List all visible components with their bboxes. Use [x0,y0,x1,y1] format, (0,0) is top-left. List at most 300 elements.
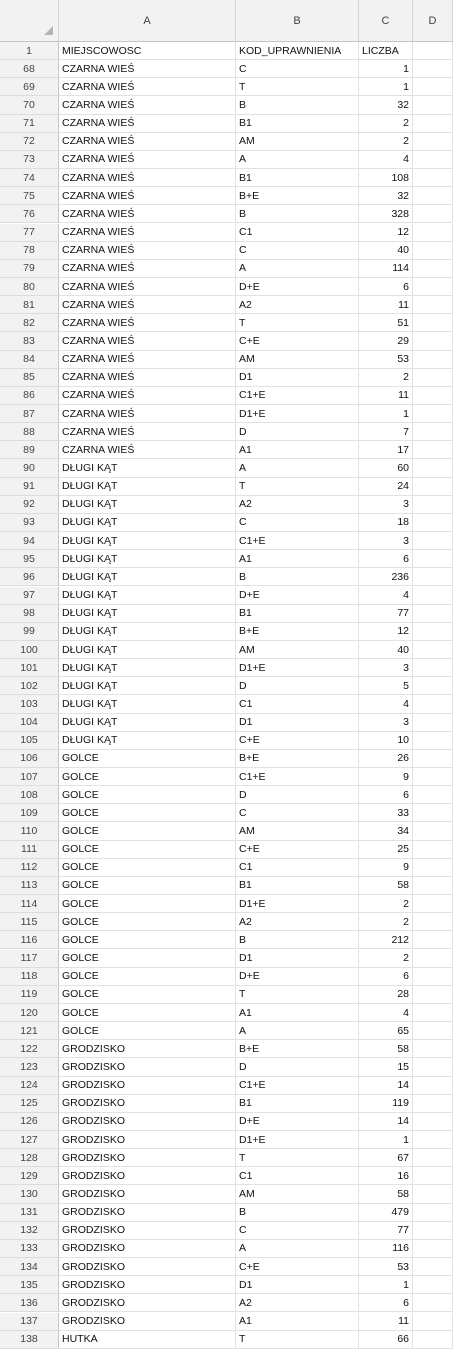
cell-kod-uprawnienia[interactable]: A [236,459,359,477]
cell-empty[interactable] [413,695,453,713]
cell-liczba[interactable]: 67 [359,1149,413,1167]
cell-empty[interactable] [413,1022,453,1040]
cell-liczba[interactable]: 65 [359,1022,413,1040]
cell-liczba[interactable]: 1 [359,1131,413,1149]
cell-miejscowosc[interactable]: GOLCE [59,931,236,949]
cell-kod-uprawnienia[interactable]: T [236,986,359,1004]
row-number[interactable]: 108 [0,786,59,804]
cell-liczba[interactable]: 9 [359,859,413,877]
cell-empty[interactable] [413,332,453,350]
row-number[interactable]: 130 [0,1185,59,1203]
cell-empty[interactable] [413,605,453,623]
row-number[interactable]: 105 [0,732,59,750]
cell-kod-uprawnienia[interactable]: D1+E [236,895,359,913]
row-number[interactable]: 95 [0,550,59,568]
cell-kod-uprawnienia[interactable]: C [236,804,359,822]
cell-empty[interactable] [413,187,453,205]
cell-empty[interactable] [413,514,453,532]
cell-liczba[interactable]: 4 [359,151,413,169]
cell-miejscowosc[interactable]: GRODZISKO [59,1294,236,1312]
cell-liczba[interactable]: 6 [359,278,413,296]
cell-empty[interactable] [413,133,453,151]
cell-miejscowosc[interactable]: GRODZISKO [59,1222,236,1240]
row-number[interactable]: 126 [0,1113,59,1131]
cell-kod-uprawnienia[interactable]: AM [236,1185,359,1203]
cell-kod-uprawnienia[interactable]: A [236,1022,359,1040]
row-number[interactable]: 87 [0,405,59,423]
cell-empty[interactable] [413,1185,453,1203]
cell-kod-uprawnienia[interactable]: C+E [236,841,359,859]
cell-kod-uprawnienia[interactable]: B [236,931,359,949]
row-number[interactable]: 104 [0,714,59,732]
row-number[interactable]: 107 [0,768,59,786]
cell-liczba[interactable]: 6 [359,1294,413,1312]
cell-empty[interactable] [413,1149,453,1167]
cell-empty[interactable] [413,205,453,223]
row-number[interactable]: 92 [0,496,59,514]
row-number[interactable]: 94 [0,532,59,550]
row-number[interactable]: 113 [0,877,59,895]
cell-kod-uprawnienia[interactable]: D+E [236,587,359,605]
column-header-a[interactable]: A [59,0,236,41]
column-header-c[interactable]: C [359,0,413,41]
row-number[interactable]: 136 [0,1294,59,1312]
cell-kod-uprawnienia[interactable]: T [236,314,359,332]
cell-kod-uprawnienia[interactable]: B [236,568,359,586]
cell-miejscowosc[interactable]: CZARNA WIEŚ [59,332,236,350]
cell-liczba[interactable]: 12 [359,224,413,242]
row-number[interactable]: 76 [0,205,59,223]
cell-empty[interactable] [413,314,453,332]
cell-miejscowosc[interactable]: DŁUGI KĄT [59,677,236,695]
cell-liczba[interactable]: 114 [359,260,413,278]
cell-empty[interactable] [413,677,453,695]
row-number[interactable]: 111 [0,841,59,859]
row-number[interactable]: 128 [0,1149,59,1167]
cell-empty[interactable] [413,496,453,514]
row-number[interactable]: 100 [0,641,59,659]
cell-liczba[interactable]: 58 [359,877,413,895]
row-number[interactable]: 78 [0,242,59,260]
cell-liczba[interactable]: 236 [359,568,413,586]
cell-kod-uprawnienia[interactable]: D+E [236,968,359,986]
cell-miejscowosc[interactable]: GRODZISKO [59,1149,236,1167]
cell-miejscowosc[interactable]: DŁUGI KĄT [59,550,236,568]
cell-liczba[interactable]: 32 [359,187,413,205]
cell-miejscowosc[interactable]: DŁUGI KĄT [59,605,236,623]
cell-kod-uprawnienia[interactable]: C [236,1222,359,1240]
cell-liczba[interactable]: 14 [359,1077,413,1095]
cell-miejscowosc[interactable]: CZARNA WIEŚ [59,387,236,405]
cell-empty[interactable] [413,659,453,677]
cell-miejscowosc[interactable]: CZARNA WIEŚ [59,405,236,423]
cell-miejscowosc[interactable]: GRODZISKO [59,1095,236,1113]
cell-miejscowosc[interactable]: CZARNA WIEŚ [59,423,236,441]
cell-miejscowosc[interactable]: GOLCE [59,986,236,1004]
cell-empty[interactable] [413,96,453,114]
cell-miejscowosc[interactable]: GOLCE [59,877,236,895]
cell-kod-uprawnienia[interactable]: C1 [236,695,359,713]
cell-liczba[interactable]: 53 [359,1258,413,1276]
row-number[interactable]: 73 [0,151,59,169]
cell-liczba[interactable]: 14 [359,1113,413,1131]
cell-miejscowosc[interactable]: DŁUGI KĄT [59,732,236,750]
cell-liczba[interactable]: 11 [359,387,413,405]
cell-kod-uprawnienia[interactable]: C [236,242,359,260]
cell-kod-uprawnienia[interactable]: B1 [236,115,359,133]
cell-kod-uprawnienia[interactable]: D1+E [236,659,359,677]
cell-miejscowosc[interactable]: GRODZISKO [59,1077,236,1095]
cell-kod-uprawnienia[interactable]: C [236,60,359,78]
cell-empty[interactable] [413,1058,453,1076]
row-number[interactable]: 83 [0,332,59,350]
cell-liczba[interactable]: 16 [359,1167,413,1185]
cell-kod-uprawnienia[interactable]: B [236,1204,359,1222]
cell-miejscowosc[interactable]: GRODZISKO [59,1276,236,1294]
cell-liczba[interactable]: 9 [359,768,413,786]
cell-kod-uprawnienia[interactable]: B+E [236,187,359,205]
cell-liczba[interactable]: 1 [359,78,413,96]
cell-empty[interactable] [413,60,453,78]
cell-miejscowosc[interactable]: CZARNA WIEŚ [59,278,236,296]
cell-kod-uprawnienia[interactable]: C1+E [236,387,359,405]
cell-kod-uprawnienia[interactable]: A1 [236,1004,359,1022]
cell-empty[interactable] [413,804,453,822]
row-number[interactable]: 120 [0,1004,59,1022]
cell-miejscowosc[interactable]: GRODZISKO [59,1040,236,1058]
row-number[interactable]: 79 [0,260,59,278]
row-number[interactable]: 77 [0,224,59,242]
cell-liczba[interactable]: 3 [359,496,413,514]
cell-miejscowosc[interactable]: CZARNA WIEŚ [59,187,236,205]
cell-miejscowosc[interactable]: GOLCE [59,859,236,877]
cell-liczba[interactable]: 34 [359,822,413,840]
cell-empty[interactable] [413,950,453,968]
row-number[interactable]: 127 [0,1131,59,1149]
cell-miejscowosc[interactable]: CZARNA WIEŚ [59,296,236,314]
cell-kod-uprawnienia[interactable]: B1 [236,877,359,895]
row-number[interactable]: 69 [0,78,59,96]
row-number[interactable]: 129 [0,1167,59,1185]
cell-empty[interactable] [413,260,453,278]
cell-empty[interactable] [413,1258,453,1276]
row-number[interactable]: 124 [0,1077,59,1095]
row-number[interactable]: 81 [0,296,59,314]
cell-kod-uprawnienia[interactable]: AM [236,641,359,659]
cell-kod-uprawnienia[interactable]: D [236,1058,359,1076]
cell-liczba[interactable]: 1 [359,1276,413,1294]
cell-miejscowosc[interactable]: DŁUGI KĄT [59,459,236,477]
row-number[interactable]: 89 [0,441,59,459]
column-header-b[interactable]: B [236,0,359,41]
row-number[interactable]: 106 [0,750,59,768]
row-number[interactable]: 121 [0,1022,59,1040]
cell-kod-uprawnienia[interactable]: C1 [236,1167,359,1185]
cell-miejscowosc[interactable]: CZARNA WIEŚ [59,224,236,242]
cell-liczba[interactable]: 11 [359,1313,413,1331]
cell-liczba[interactable]: 66 [359,1331,413,1349]
cell-liczba[interactable]: 2 [359,133,413,151]
cell-kod-uprawnienia[interactable]: C+E [236,332,359,350]
cell-empty[interactable] [413,459,453,477]
cell-liczba[interactable]: 17 [359,441,413,459]
cell-miejscowosc[interactable]: DŁUGI KĄT [59,623,236,641]
cell-empty[interactable] [413,986,453,1004]
cell-liczba[interactable]: 2 [359,115,413,133]
cell-miejscowosc[interactable]: GOLCE [59,822,236,840]
cell-miejscowosc[interactable]: CZARNA WIEŚ [59,205,236,223]
cell-miejscowosc[interactable]: DŁUGI KĄT [59,714,236,732]
cell-empty[interactable] [413,351,453,369]
cell-kod-uprawnienia[interactable]: C1 [236,224,359,242]
cell-kod-header[interactable]: KOD_UPRAWNIENIA [236,42,359,60]
row-number[interactable]: 96 [0,568,59,586]
cell-miejscowosc-header[interactable]: MIEJSCOWOSC [59,42,236,60]
cell-kod-uprawnienia[interactable]: D+E [236,278,359,296]
cell-empty[interactable] [413,151,453,169]
cell-empty[interactable] [413,1113,453,1131]
cell-kod-uprawnienia[interactable]: B+E [236,623,359,641]
cell-kod-uprawnienia[interactable]: B1 [236,605,359,623]
cell-kod-uprawnienia[interactable]: T [236,1331,359,1349]
row-number[interactable]: 116 [0,931,59,949]
cell-liczba[interactable]: 25 [359,841,413,859]
row-number[interactable]: 133 [0,1240,59,1258]
cell-miejscowosc[interactable]: DŁUGI KĄT [59,568,236,586]
cell-kod-uprawnienia[interactable]: T [236,1149,359,1167]
cell-empty[interactable] [413,478,453,496]
cell-kod-uprawnienia[interactable]: A2 [236,1294,359,1312]
cell-miejscowosc[interactable]: GOLCE [59,841,236,859]
cell-kod-uprawnienia[interactable]: B1 [236,1095,359,1113]
cell-liczba[interactable]: 58 [359,1040,413,1058]
cell-empty[interactable] [413,568,453,586]
cell-miejscowosc[interactable]: GOLCE [59,750,236,768]
cell-kod-uprawnienia[interactable]: D1 [236,714,359,732]
cell-empty[interactable] [413,968,453,986]
cell-liczba[interactable]: 4 [359,695,413,713]
cell-liczba[interactable]: 4 [359,1004,413,1022]
cell-liczba[interactable]: 29 [359,332,413,350]
cell-empty[interactable] [413,224,453,242]
cell-miejscowosc[interactable]: GRODZISKO [59,1131,236,1149]
cell-miejscowosc[interactable]: CZARNA WIEŚ [59,369,236,387]
cell-liczba[interactable]: 328 [359,205,413,223]
cell-liczba[interactable]: 77 [359,605,413,623]
cell-kod-uprawnienia[interactable]: AM [236,351,359,369]
cell-empty[interactable] [413,1313,453,1331]
cell-empty[interactable] [413,822,453,840]
cell-liczba[interactable]: 40 [359,641,413,659]
cell-liczba[interactable]: 6 [359,968,413,986]
cell-kod-uprawnienia[interactable]: AM [236,133,359,151]
cell-miejscowosc[interactable]: GRODZISKO [59,1058,236,1076]
cell-liczba[interactable]: 3 [359,659,413,677]
cell-empty[interactable] [413,78,453,96]
cell-kod-uprawnienia[interactable]: A2 [236,913,359,931]
row-number[interactable]: 117 [0,950,59,968]
cell-kod-uprawnienia[interactable]: C+E [236,1258,359,1276]
cell-miejscowosc[interactable]: DŁUGI KĄT [59,659,236,677]
cell-empty[interactable] [413,768,453,786]
cell-empty[interactable] [413,423,453,441]
cell-liczba[interactable]: 7 [359,423,413,441]
row-number[interactable]: 102 [0,677,59,695]
cell-liczba[interactable]: 479 [359,1204,413,1222]
cell-miejscowosc[interactable]: GOLCE [59,804,236,822]
row-number[interactable]: 93 [0,514,59,532]
row-number[interactable]: 122 [0,1040,59,1058]
cell-empty[interactable] [413,1167,453,1185]
row-number[interactable]: 97 [0,587,59,605]
cell-liczba[interactable]: 2 [359,895,413,913]
cell-empty[interactable] [413,623,453,641]
cell-empty[interactable] [413,115,453,133]
cell-empty[interactable] [413,441,453,459]
row-number[interactable]: 90 [0,459,59,477]
cell-empty[interactable] [413,859,453,877]
cell-empty[interactable] [413,369,453,387]
cell-kod-uprawnienia[interactable]: D [236,786,359,804]
cell-kod-uprawnienia[interactable]: C [236,514,359,532]
cell-miejscowosc[interactable]: CZARNA WIEŚ [59,351,236,369]
cell-miejscowosc[interactable]: GRODZISKO [59,1113,236,1131]
cell-empty[interactable] [413,1276,453,1294]
cell-liczba[interactable]: 1 [359,60,413,78]
cell-miejscowosc[interactable]: GOLCE [59,1022,236,1040]
cell-miejscowosc[interactable]: CZARNA WIEŚ [59,169,236,187]
cell-kod-uprawnienia[interactable]: C1+E [236,1077,359,1095]
cell-kod-uprawnienia[interactable]: C1+E [236,532,359,550]
row-number[interactable]: 118 [0,968,59,986]
cell-empty[interactable] [413,931,453,949]
cell-liczba[interactable]: 2 [359,369,413,387]
cell-liczba[interactable]: 15 [359,1058,413,1076]
row-number[interactable]: 132 [0,1222,59,1240]
cell-kod-uprawnienia[interactable]: T [236,78,359,96]
row-number[interactable]: 82 [0,314,59,332]
cell-liczba[interactable]: 6 [359,550,413,568]
row-number[interactable]: 138 [0,1331,59,1349]
cell-empty[interactable] [413,913,453,931]
cell-liczba[interactable]: 51 [359,314,413,332]
row-number[interactable]: 1 [0,42,59,60]
row-number[interactable]: 119 [0,986,59,1004]
cell-empty[interactable] [413,296,453,314]
cell-miejscowosc[interactable]: CZARNA WIEŚ [59,314,236,332]
cell-liczba[interactable]: 18 [359,514,413,532]
row-number[interactable]: 101 [0,659,59,677]
cell-liczba[interactable]: 28 [359,986,413,1004]
cell-miejscowosc[interactable]: DŁUGI KĄT [59,641,236,659]
cell-miejscowosc[interactable]: CZARNA WIEŚ [59,260,236,278]
cell-liczba[interactable]: 116 [359,1240,413,1258]
cell-liczba[interactable]: 58 [359,1185,413,1203]
cell-kod-uprawnienia[interactable]: A1 [236,1313,359,1331]
cell-liczba[interactable]: 2 [359,913,413,931]
row-number[interactable]: 71 [0,115,59,133]
cell-liczba[interactable]: 3 [359,532,413,550]
cell-empty[interactable] [413,242,453,260]
cell-miejscowosc[interactable]: GOLCE [59,768,236,786]
cell-empty[interactable] [413,387,453,405]
cell-empty[interactable] [413,786,453,804]
cell-empty[interactable] [413,895,453,913]
select-all-corner[interactable] [0,0,59,41]
row-number[interactable]: 109 [0,804,59,822]
cell-miejscowosc[interactable]: GOLCE [59,913,236,931]
cell-empty[interactable] [413,532,453,550]
cell-kod-uprawnienia[interactable]: D [236,423,359,441]
cell-kod-uprawnienia[interactable]: D1 [236,1276,359,1294]
cell-miejscowosc[interactable]: GRODZISKO [59,1204,236,1222]
cell-liczba[interactable]: 32 [359,96,413,114]
cell-miejscowosc[interactable]: CZARNA WIEŚ [59,78,236,96]
row-number[interactable]: 70 [0,96,59,114]
cell-kod-uprawnienia[interactable]: A1 [236,550,359,568]
cell-kod-uprawnienia[interactable]: D+E [236,1113,359,1131]
cell-empty[interactable] [413,1204,453,1222]
cell-empty[interactable] [413,1331,453,1349]
cell-kod-uprawnienia[interactable]: B+E [236,750,359,768]
cell-liczba[interactable]: 3 [359,714,413,732]
cell-miejscowosc[interactable]: DŁUGI KĄT [59,695,236,713]
row-number[interactable]: 110 [0,822,59,840]
cell-miejscowosc[interactable]: GRODZISKO [59,1240,236,1258]
row-number[interactable]: 112 [0,859,59,877]
row-number[interactable]: 91 [0,478,59,496]
row-number[interactable]: 80 [0,278,59,296]
row-number[interactable]: 85 [0,369,59,387]
cell-empty[interactable] [413,1294,453,1312]
cell-liczba[interactable]: 60 [359,459,413,477]
row-number[interactable]: 75 [0,187,59,205]
cell-empty[interactable] [413,732,453,750]
row-number[interactable]: 135 [0,1276,59,1294]
cell-kod-uprawnienia[interactable]: A [236,151,359,169]
cell-empty[interactable] [413,641,453,659]
cell-empty[interactable] [413,841,453,859]
cell-liczba[interactable]: 212 [359,931,413,949]
cell-empty[interactable] [413,550,453,568]
cell-liczba[interactable]: 40 [359,242,413,260]
cell-liczba[interactable]: 119 [359,1095,413,1113]
cell-liczba-header[interactable]: LICZBA [359,42,413,60]
cell-kod-uprawnienia[interactable]: AM [236,822,359,840]
cell-empty[interactable] [413,1004,453,1022]
cell-miejscowosc[interactable]: GOLCE [59,968,236,986]
cell-miejscowosc[interactable]: GOLCE [59,786,236,804]
row-number[interactable]: 134 [0,1258,59,1276]
cell-kod-uprawnienia[interactable]: A [236,1240,359,1258]
cell-miejscowosc[interactable]: DŁUGI KĄT [59,587,236,605]
cell-liczba[interactable]: 1 [359,405,413,423]
cell-liczba[interactable]: 10 [359,732,413,750]
cell-empty[interactable] [413,587,453,605]
cell-empty[interactable] [413,714,453,732]
cell-miejscowosc[interactable]: CZARNA WIEŚ [59,60,236,78]
cell-kod-uprawnienia[interactable]: A2 [236,296,359,314]
cell-liczba[interactable]: 5 [359,677,413,695]
cell-liczba[interactable]: 108 [359,169,413,187]
cell-liczba[interactable]: 11 [359,296,413,314]
cell-miejscowosc[interactable]: GOLCE [59,950,236,968]
cell-liczba[interactable]: 24 [359,478,413,496]
row-number[interactable]: 84 [0,351,59,369]
cell-empty[interactable] [413,278,453,296]
cell-empty[interactable] [413,1222,453,1240]
cell-miejscowosc[interactable]: CZARNA WIEŚ [59,133,236,151]
